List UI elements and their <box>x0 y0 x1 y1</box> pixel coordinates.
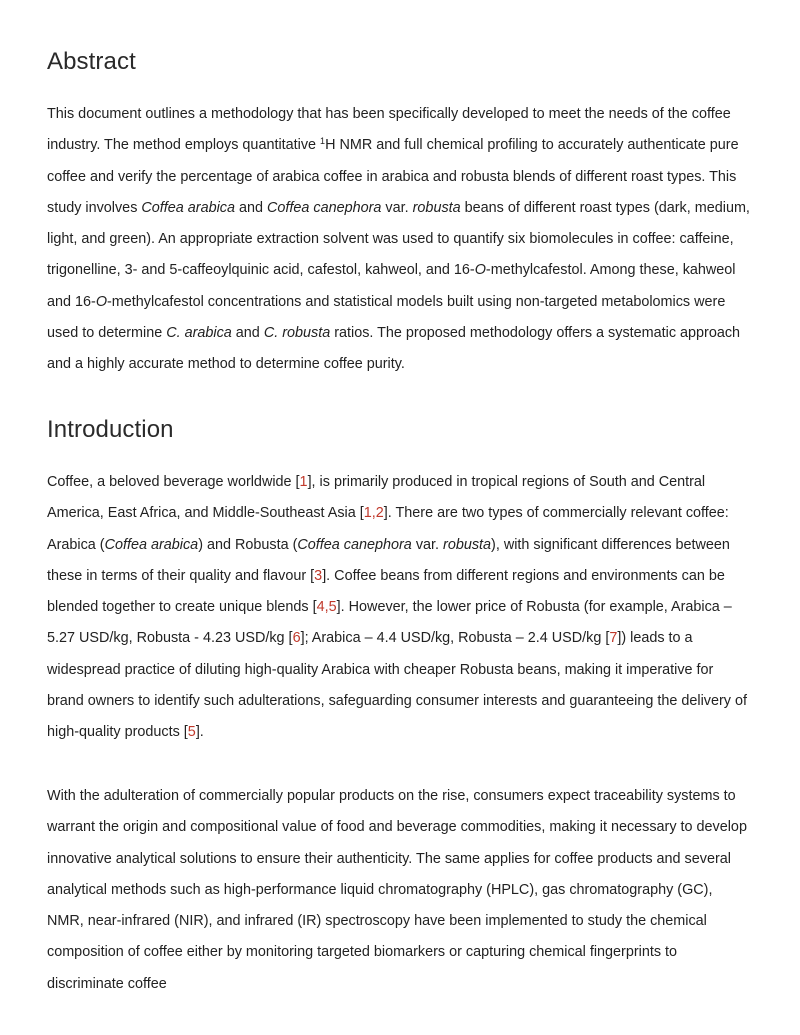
abstract-heading: Abstract <box>47 48 136 75</box>
text-run: This document outlines a methodology that has been specifically developed to meet the needs of the coffee industry. The method employs quantitative <box>47 106 731 154</box>
text-run: ) and Robusta ( <box>198 536 298 553</box>
text-run: ), with significant differences between these in terms of their quality and flavour [ <box>47 536 730 584</box>
species-name: Coffea canephora <box>267 199 382 216</box>
text-run: Coffee, a beloved beverage worldwide [ <box>47 474 300 490</box>
citation-link[interactable]: 3 <box>314 567 323 584</box>
species-name: Coffea arabica <box>141 199 235 216</box>
text-run: ]. Coffee beans from different regions and environments can be blended together to create unique blends [ <box>47 567 725 616</box>
citation-link[interactable]: 1 <box>299 474 308 490</box>
text-run: ]. However, the lower price of Robusta (for example, Arabica – 5.27 USD/kg, Robusta - 4.23 USD/kg [ <box>47 599 732 647</box>
citation-link[interactable]: 5 <box>187 724 196 741</box>
text-run: ]; Arabica – 4.4 USD/kg, Robusta – 2.4 USD/kg [ <box>300 630 610 647</box>
abstract-paragraph <box>47 99 753 381</box>
text-run: var. <box>381 199 413 216</box>
species-name: Coffea canephora <box>297 536 412 553</box>
text-run: -methylcafestol. Among these, kahweol and 16- <box>47 262 736 310</box>
variety-name: robusta <box>412 199 461 216</box>
italic-letter: O <box>95 293 108 310</box>
text-run: -methylcafestol concentrations and statistical models built using non-targeted metabolomics were used to determine <box>47 293 726 342</box>
introduction-paragraph-2: With the adulteration of commercially popular products on the rise, consumers expect traceability systems to warrant the origin and compositional value of food and beverage commodities, making it necessary to develop innovative analytical solutions to ensure their authenticity. The same applies for coffee products and several analytical methods such as high-performance liquid chromatography (HPLC), gas chromatography (GC), NMR, near-infrared (NIR), and infrared (IR) spectroscopy have been implemented to study the chemical composition of coffee either by monitoring targeted biomarkers or capturing chemical fingerprints to discriminate coffee <box>47 788 747 992</box>
species-name: C. arabica <box>166 325 232 342</box>
text-run: var. <box>411 536 444 553</box>
text-run: H NMR and full chemical profiling to accurately authenticate pure coffee and verify the percentage of arabica coffee in arabica and robusta blends of different roast types. This study involves <box>47 137 739 216</box>
variety-name: robusta <box>443 536 492 553</box>
species-name: C. robusta <box>263 325 331 342</box>
text-run: ], is primarily produced in tropical regions of South and Central America, East Africa, and Middle-Southeast Asia [ <box>47 474 706 522</box>
species-name: Coffea arabica <box>104 536 199 553</box>
citation-link[interactable]: 7 <box>609 630 618 647</box>
citation-link[interactable]: 6 <box>292 630 301 647</box>
text-run: and <box>235 199 268 216</box>
text-run: ratios. The proposed methodology offers a systematic approach and a highly accurate method to determine coffee purity. <box>47 325 741 373</box>
superscript: 1 <box>320 136 326 147</box>
italic-letter: O <box>474 262 486 279</box>
text-run: ]) leads to a widespread practice of diluting high-quality Arabica with cheaper Robusta beans, making it imperative for brand owners to identify such adulterations, safeguarding consumer interests and guaranteeing the delivery of high-quality products [ <box>47 630 747 741</box>
introduction-paragraph-1 <box>47 467 753 749</box>
introduction-heading: Introduction <box>47 416 174 443</box>
text-run: ]. There are two types of commercially relevant coffee: Arabica ( <box>47 505 729 553</box>
citation-link[interactable]: 1,2 <box>363 505 384 522</box>
text-run: ]. <box>195 724 204 741</box>
text-run: and <box>231 325 264 342</box>
text-run: beans of different roast types (dark, medium, light, and green). An appropriate extraction solvent was used to quantify six biomolecules in coffee: caffeine, trigonelline, 3- and 5-caffeoylquinic acid, cafestol, kahweol, and 16- <box>47 199 750 279</box>
citation-link[interactable]: 4,5 <box>316 599 337 616</box>
